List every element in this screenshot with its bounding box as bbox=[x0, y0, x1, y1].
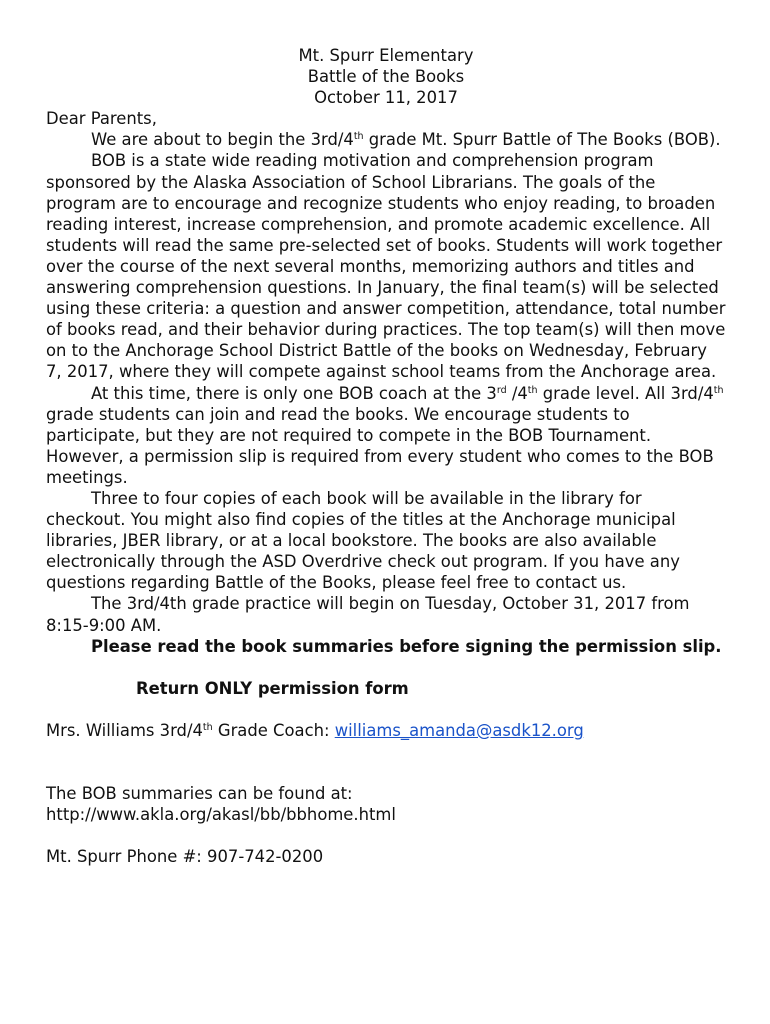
coach-sup-1: rd bbox=[496, 384, 507, 396]
coach-contact bbox=[46, 720, 726, 741]
summaries-label: The BOB summaries can be found at: bbox=[46, 783, 353, 803]
coach-contact-sup: th bbox=[202, 721, 213, 733]
intro-sup: th bbox=[353, 131, 364, 143]
coach-text-b: /4 bbox=[506, 383, 528, 403]
paragraph-books: Three to four copies of each book will be available in the library for checkout. You might also find copies of the titles at the Anchorage municipal libraries, JBER library, or at a local bookstore. The books are also available electronically through the ASD Overdrive check out program. If you have any questions regarding Battle of the Books, please feel free to contact us. bbox=[46, 488, 680, 593]
paragraph-practice: The 3rd/4th grade practice will begin on Tuesday, October 31, 2017 from 8:15-9:00 AM. bbox=[46, 594, 690, 635]
spacer bbox=[46, 741, 726, 783]
intro-text-b: grade Mt. Spurr Battle of The Books (BOB). bbox=[363, 130, 721, 150]
coach-contact-a: Mrs. Williams 3rd/4 bbox=[46, 720, 203, 740]
spacer bbox=[46, 825, 726, 846]
salutation: Dear Parents, bbox=[46, 109, 157, 129]
coach-sup-2: th bbox=[527, 384, 538, 396]
return-note: Return ONLY permission form bbox=[136, 678, 409, 698]
spacer bbox=[46, 657, 726, 678]
coach-email-link[interactable]: williams_amanda@asdk12.org bbox=[334, 720, 584, 740]
summaries-url: http://www.akla.org/akasl/bb/bbhome.html bbox=[46, 805, 396, 824]
coach-text-c: grade level. All 3rd/4 bbox=[537, 383, 714, 403]
letter-page bbox=[46, 45, 726, 867]
paragraph-summaries-note: Please read the book summaries before signing the permission slip. bbox=[91, 636, 722, 656]
school-phone: Mt. Spurr Phone #: 907-742-0200 bbox=[46, 847, 324, 867]
intro-text-a: We are about to begin the 3rd/4 bbox=[91, 130, 354, 150]
paragraph-coach bbox=[46, 383, 726, 488]
school-name: Mt. Spurr Elementary bbox=[298, 46, 474, 65]
coach-text-a: At this time, there is only one BOB coach at the 3 bbox=[91, 383, 497, 403]
paragraph-intro bbox=[46, 129, 726, 150]
coach-contact-b: Grade Coach: bbox=[212, 720, 335, 740]
letter-date: October 11, 2017 bbox=[314, 88, 458, 108]
coach-text-d: grade students can join and read the books. We encourage students to participate, but they are not required to compete in the BOB Tournament. However, a permission slip is required from every student who comes to the BOB meetings. bbox=[46, 404, 714, 487]
paragraph-program: BOB is a state wide reading motivation and comprehension program sponsored by the Alaska Association of School Librarians. The goals of the program are to encourage and recognize students who enjoy reading, to broaden reading interest, increase comprehension, and promote academic excellence. All students will read the same pre-selected set of books. Students will work together over the course of the next several months, memorizing authors and titles and answering comprehension questions. In January, the final team(s) will be selected using these criteria: a question and answer competition, attendance, total number of books read, and their behavior during practices. The top team(s) will then move on to the Anchorage School District Battle of the books on Wednesday, February 7, 2017, where they will compete against school teams from the Anchorage area. bbox=[46, 151, 726, 382]
spacer bbox=[46, 699, 726, 720]
coach-sup-3: th bbox=[713, 384, 724, 396]
event-title: Battle of the Books bbox=[307, 67, 465, 87]
